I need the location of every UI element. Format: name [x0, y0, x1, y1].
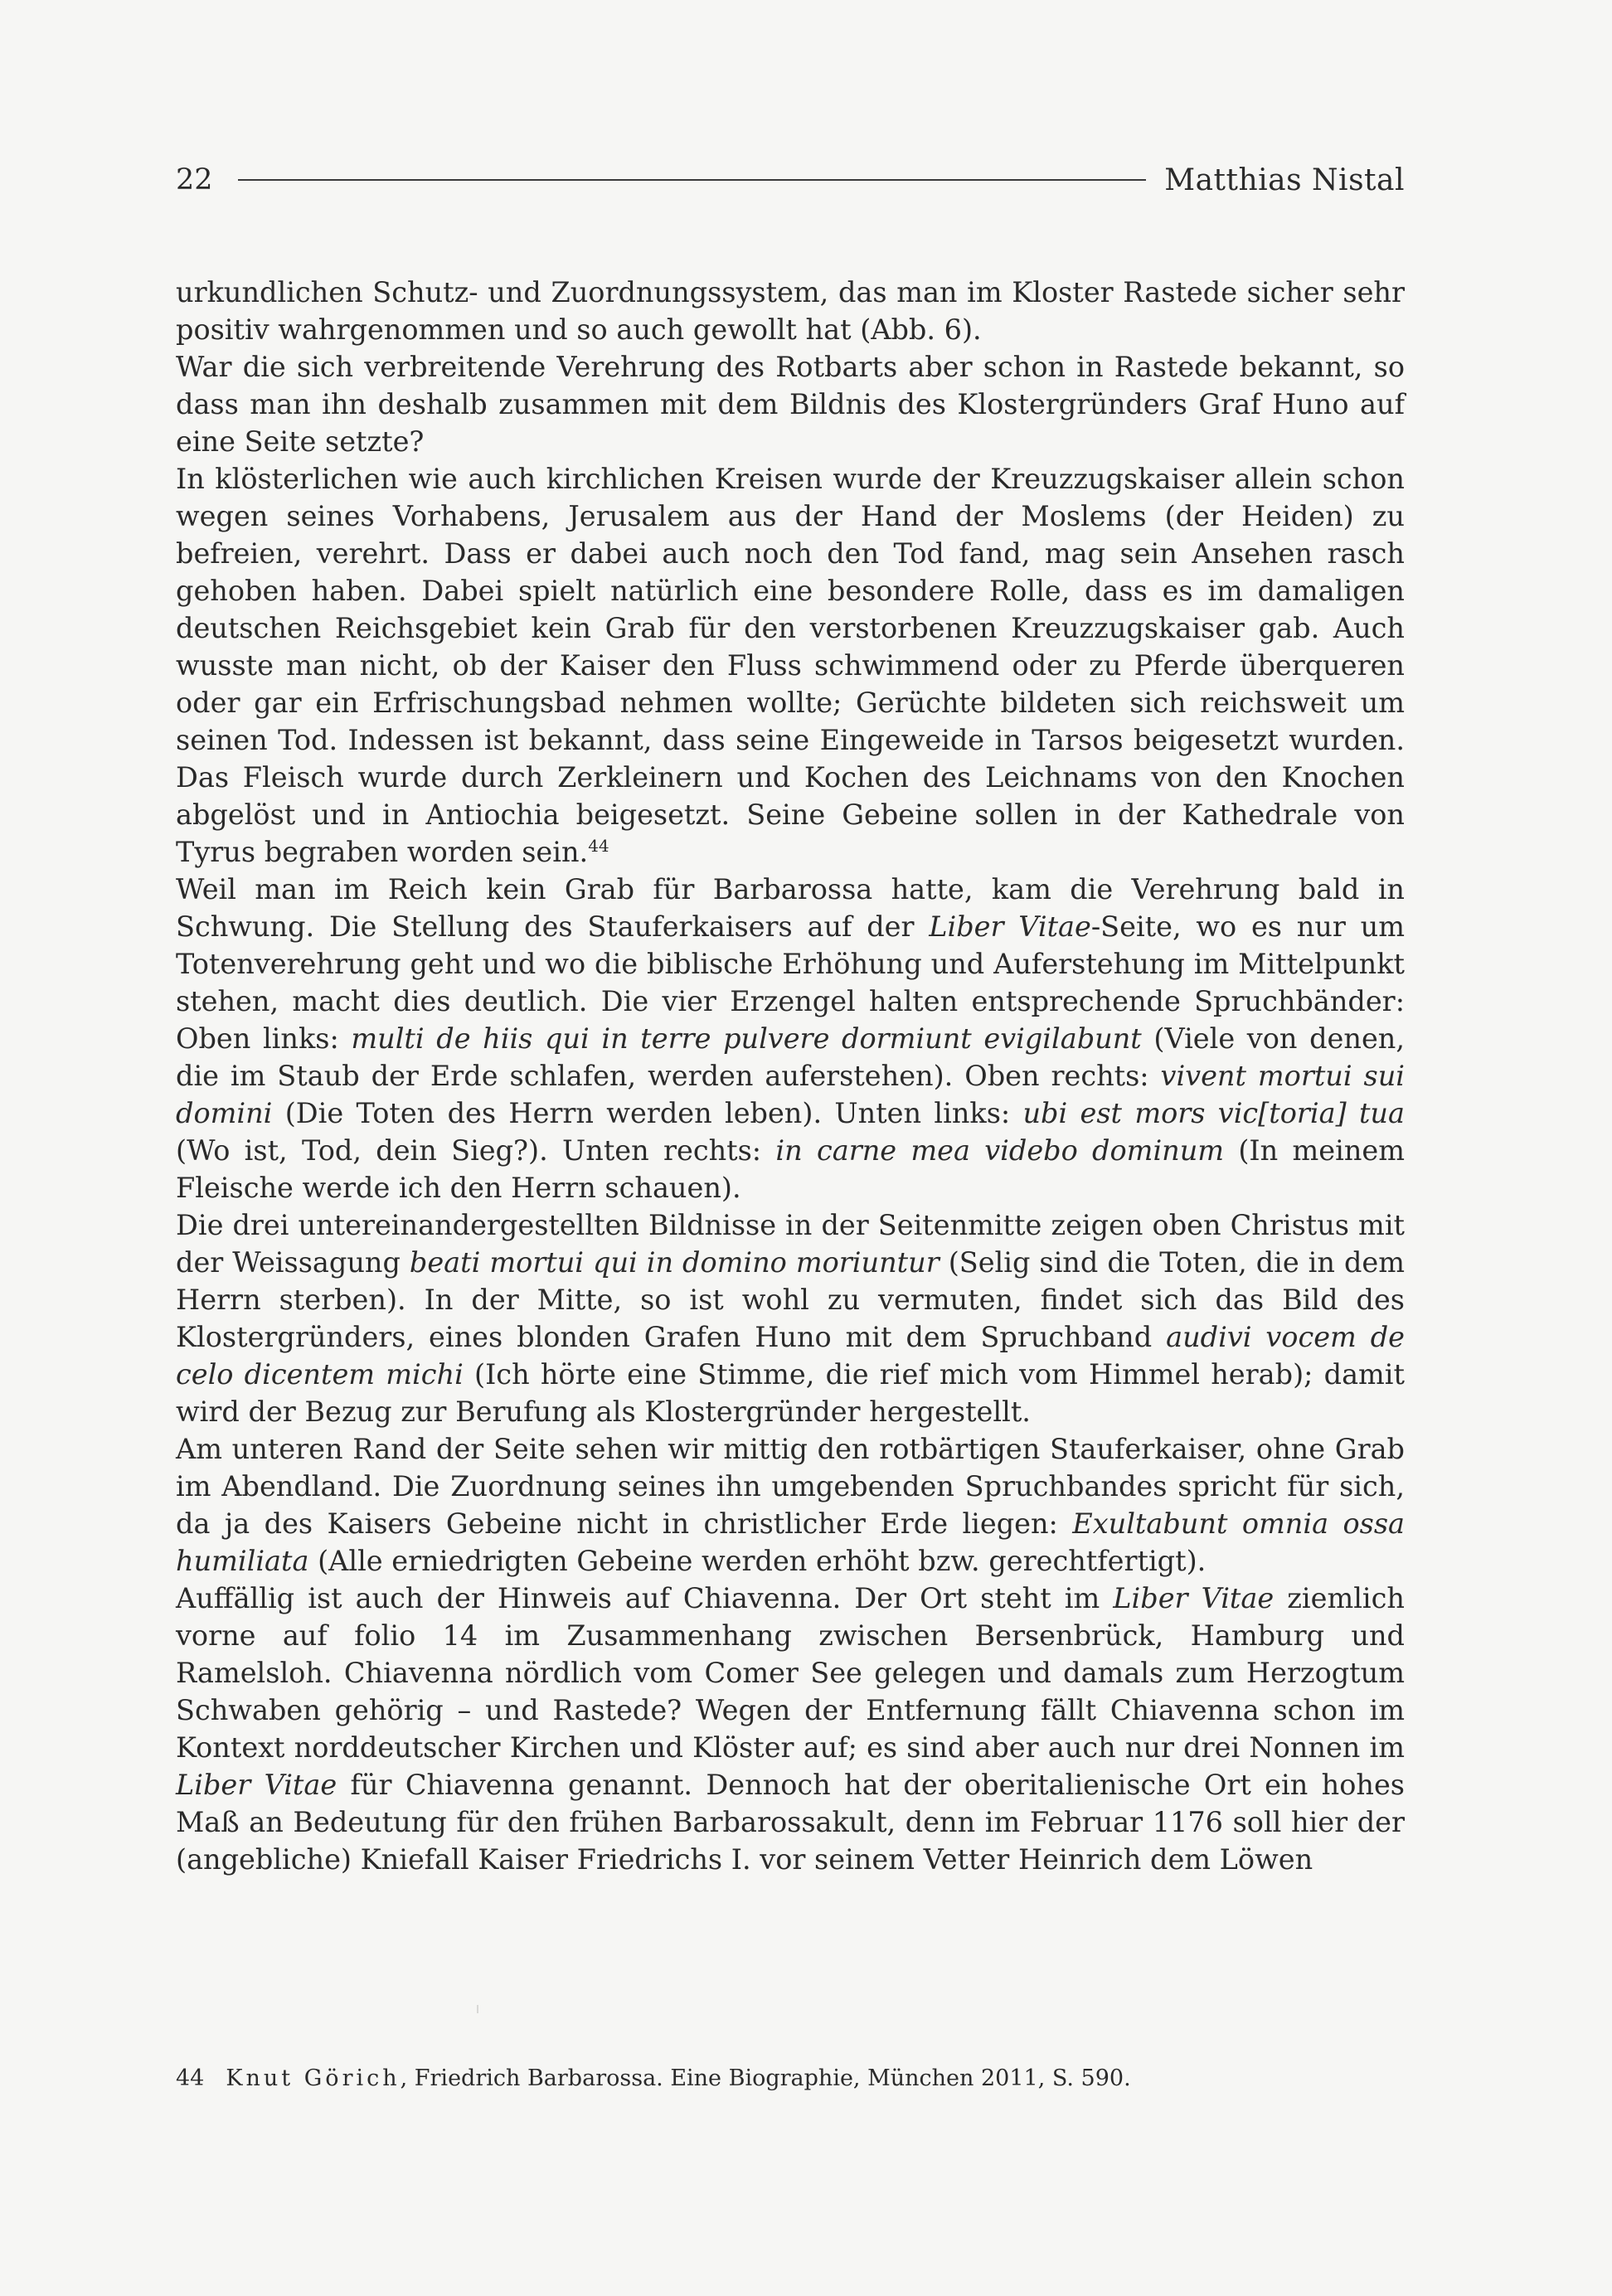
- italic-quote: Liber Vitae: [929, 910, 1091, 943]
- text-run: urkundlichen Schutz- und Zuordnungssystem, das man im Kloster Rastede sicher sehr positiv wahrgenommen und so auch gewollt hat (Abb. 6).: [176, 276, 1405, 346]
- italic-quote: audivi vocem de celo dicentem michi: [176, 1321, 1405, 1391]
- paragraph: [176, 1580, 1405, 1878]
- footnote-author: Knut Görich: [226, 2065, 401, 2091]
- paragraph: [176, 274, 1405, 348]
- paragraph: [176, 348, 1405, 460]
- footnote-reference: 44: [588, 835, 609, 856]
- text-run: Auffällig ist auch der Hinweis auf Chiavenna. Der Ort steht im: [176, 1582, 1114, 1614]
- text-run: (Alle erniedrigten Gebeine werden erhöht bzw. gerechtfertigt).: [308, 1545, 1207, 1577]
- body-text: [176, 274, 1405, 1878]
- italic-quote: ubi est mors vic[toria] tua: [1022, 1097, 1405, 1129]
- italic-quote: multi de hiis qui in terre pulvere dormiunt evigilabunt: [351, 1022, 1142, 1055]
- footnote-text: , Friedrich Barbarossa. Eine Biographie, München 2011, S. 590.: [400, 2065, 1131, 2091]
- footnote: [176, 2062, 1405, 2095]
- footnote-number: 44: [176, 2065, 205, 2091]
- text-run: (Wo ist, Tod, dein Sieg?). Unten rechts:: [176, 1134, 776, 1167]
- italic-quote: in carne mea videbo dominum: [775, 1134, 1225, 1167]
- italic-quote: Liber Vitae: [1113, 1582, 1275, 1614]
- italic-quote: beati mortui qui in domino moriuntur: [409, 1246, 940, 1279]
- text-run: (Viele von denen, die im Staub der Erde schlafen, werden auferstehen). Oben rechts:: [176, 1022, 1405, 1092]
- paragraph: [176, 460, 1405, 871]
- paragraph: [176, 871, 1405, 1206]
- italic-quote: vivent mortui sui domini: [176, 1060, 1405, 1129]
- scan-mark: [477, 2005, 478, 2013]
- text-run: War die sich verbreitende Verehrung des Rotbarts aber schon in Rastede bekannt, so dass man ihn deshalb zusammen mit dem Bildnis des Klostergründers Graf Huno auf eine Seite setzte?: [176, 351, 1405, 458]
- italic-quote: Exultabunt omnia ossa humiliata: [176, 1507, 1405, 1577]
- running-head-author: Matthias Nistal: [1164, 163, 1405, 197]
- running-header: [176, 159, 1405, 201]
- text-run: Weil man im Reich kein Grab für Barbarossa hatte, kam die Verehrung bald in Schwung. Die Stellung des Stauferkaisers auf der: [176, 873, 1405, 943]
- paragraph: [176, 1430, 1405, 1580]
- text-run: für Chiavenna genannt. Dennoch hat der oberitalienische Ort ein hohes Maß an Bedeutung für den frühen Barbarossakult, denn im Februar 1176 soll hier der (angebliche) Kniefall Kaiser Friedrichs I. vor seinem Vetter Heinrich dem Löwen: [176, 1769, 1405, 1876]
- header-rule: [238, 179, 1147, 181]
- text-run: (Selig sind die Toten, die in dem Herrn sterben). In der Mitte, so ist wohl zu vermuten, findet sich das Bild des Klostergründers, eines blonden Grafen Huno mit dem Spruchband: [176, 1246, 1405, 1353]
- text-run: (In meinem Fleische werde ich den Herrn schauen).: [176, 1134, 1405, 1204]
- text-run: -Seite, wo es nur um Totenverehrung geht und wo die biblische Erhöhung und Auferstehung im Mittelpunkt stehen, macht dies deutlich. Die vier Erzengel halten entsprechende Spruchbänder: Oben links:: [176, 910, 1405, 1055]
- text-run: (Ich hörte eine Stimme, die rief mich vom Himmel herab); damit wird der Bezug zur Berufung als Klostergründer hergestellt.: [176, 1358, 1405, 1428]
- text-run: ziemlich vorne auf folio 14 im Zusammenhang zwischen Bersenbrück, Hamburg und Ramelsloh. Chiavenna nördlich vom Comer See gelegen und damals zum Herzogtum Schwaben gehörig – und Rastede? Wegen der Entfernung fällt Chiavenna schon im Kontext norddeutscher Kirchen und Klöster auf; es sind aber auch nur drei Nonnen im: [176, 1582, 1405, 1764]
- text-run: (Die Toten des Herrn werden leben). Unten links:: [272, 1097, 1023, 1129]
- italic-quote: Liber Vitae: [176, 1769, 337, 1801]
- paragraph: [176, 1206, 1405, 1430]
- text-run: In klösterlichen wie auch kirchlichen Kreisen wurde der Kreuzzugskaiser allein schon wegen seines Vorhabens, Jerusalem aus der Hand der Moslems (der Heiden) zu befreien, verehrt. Dass er dabei auch noch den Tod fand, mag sein Ansehen rasch gehoben haben. Dabei spielt natürlich eine besondere Rolle, dass es im damaligen deutschen Reichsgebiet kein Grab für den verstorbenen Kreuzzugskaiser gab. Auch wusste man nicht, ob der Kaiser den Fluss schwimmend oder zu Pferde überqueren oder gar ein Erfrischungsbad nehmen wollte; Gerüchte bildeten sich reichsweit um seinen Tod. Indessen ist bekannt, dass seine Eingeweide in Tarsos beigesetzt wurden. Das Fleisch wurde durch Zerkleinern und Kochen des Leichnams von den Knochen abgelöst und in Antiochia beigesetzt. Seine Gebeine sollen in der Kathedrale von Tyrus begraben worden sein.: [176, 463, 1405, 868]
- text-run: Die drei untereinandergestellten Bildnisse in der Seitenmitte zeigen oben Christus mit der Weissagung: [176, 1209, 1405, 1279]
- text-run: Am unteren Rand der Seite sehen wir mittig den rotbärtigen Stauferkaiser, ohne Grab im Abendland. Die Zuordnung seines ihn umgebenden Spruchbandes spricht für sich, da ja des Kaisers Gebeine nicht in christlicher Erde liegen:: [176, 1433, 1405, 1540]
- page-number: 22: [176, 163, 213, 197]
